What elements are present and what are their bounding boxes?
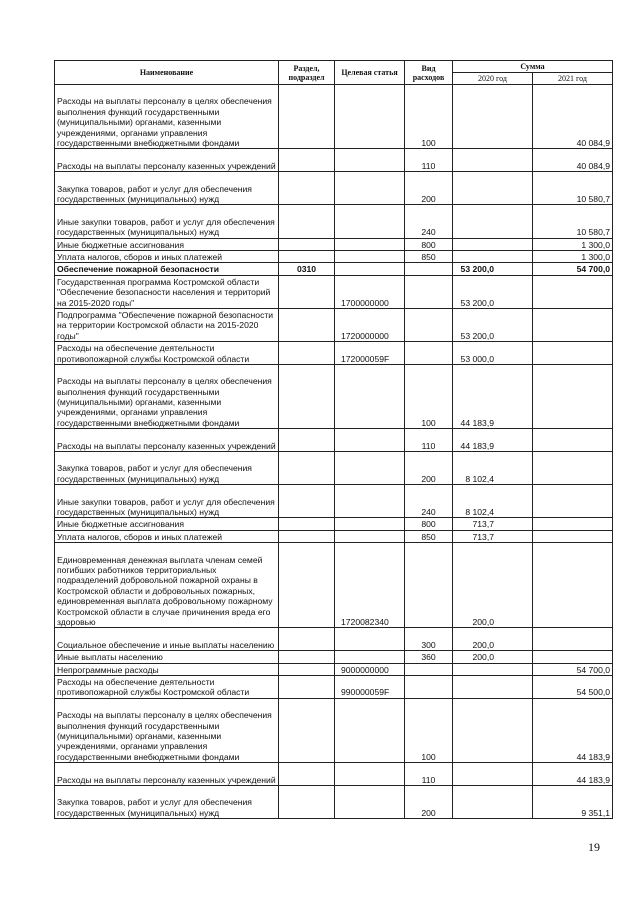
row-article [335,763,405,786]
row-article: 1720000000 [335,308,405,341]
table-row [55,308,613,341]
row-value-2020 [453,149,533,172]
table-row [55,698,613,762]
row-expense-type: 100 [405,364,453,428]
row-value-2021 [533,530,613,542]
row-name: Иные закупки товаров, работ и услуг для обеспечения государственных (муниципальных) нужд [55,205,279,238]
row-name: Иные выплаты населению [55,651,279,663]
table-row [55,452,613,485]
row-value-2020: 53 200,0 [453,275,533,308]
row-article [335,238,405,250]
row-value-2020 [453,763,533,786]
row-name: Расходы на обеспечение деятельности противопожарной службы Костромской области [55,342,279,365]
table-row [55,85,613,149]
row-value-2021: 44 183,9 [533,763,613,786]
row-article [335,628,405,651]
row-article: 990000059F [335,676,405,699]
row-section [279,651,335,663]
table-row [55,429,613,452]
row-name: Государственная программа Костромской области "Обеспечение безопасности населения и территорий на 2015-2020 годы" [55,275,279,308]
table-row [55,205,613,238]
row-value-2021: 54 500,0 [533,676,613,699]
row-value-2020 [453,676,533,699]
row-name: Уплата налогов, сборов и иных платежей [55,530,279,542]
row-name: Расходы на выплаты персоналу в целях обеспечения выполнения функций государственными (муниципальными) органами, казенными учреждениями, органами управления государственными внебюджетными фондами [55,364,279,428]
table-row [55,275,613,308]
row-expense-type: 360 [405,651,453,663]
row-article: 1700000000 [335,275,405,308]
row-expense-type: 200 [405,452,453,485]
row-section [279,364,335,428]
row-section [279,172,335,205]
row-name: Закупка товаров, работ и услуг для обеспечения государственных (муниципальных) нужд [55,786,279,819]
row-expense-type: 240 [405,205,453,238]
table-row [55,238,613,250]
row-value-2020: 713,7 [453,530,533,542]
table-row [55,763,613,786]
row-article [335,205,405,238]
row-article [335,651,405,663]
row-article [335,530,405,542]
row-article: 1720082340 [335,543,405,628]
row-value-2020 [453,85,533,149]
row-expense-type [405,663,453,675]
row-value-2021: 40 084,9 [533,85,613,149]
row-value-2020: 713,7 [453,518,533,530]
row-article: 9000000000 [335,663,405,675]
row-section [279,205,335,238]
header-year-2020: 2020 год [453,73,533,85]
row-value-2021 [533,452,613,485]
row-name: Иные бюджетные ассигнования [55,518,279,530]
row-expense-type: 110 [405,149,453,172]
row-expense-type [405,543,453,628]
row-expense-type: 200 [405,786,453,819]
row-name: Закупка товаров, работ и услуг для обеспечения государственных (муниципальных) нужд [55,172,279,205]
row-section [279,530,335,542]
row-value-2021: 9 351,1 [533,786,613,819]
header-sum: Сумма [453,61,613,73]
table-row [55,651,613,663]
row-value-2020 [453,250,533,262]
row-value-2020: 44 183,9 [453,364,533,428]
row-article [335,263,405,275]
row-section [279,342,335,365]
row-value-2021: 44 183,9 [533,698,613,762]
row-name: Расходы на выплаты персоналу в целях обеспечения выполнения функций государственными (муниципальными) органами, казенными учреждениями, органами управления государственными внебюджетными фондами [55,85,279,149]
row-section [279,543,335,628]
row-value-2021 [533,518,613,530]
table-row [55,543,613,628]
row-section [279,663,335,675]
table-row [55,518,613,530]
row-value-2021 [533,342,613,365]
row-expense-type: 200 [405,172,453,205]
header-expense-type: Вид расходов [405,61,453,85]
row-article [335,452,405,485]
row-value-2021 [533,485,613,518]
table-row [55,149,613,172]
row-name: Уплата налогов, сборов и иных платежей [55,250,279,262]
table-row [55,364,613,428]
row-value-2020: 44 183,9 [453,429,533,452]
row-article [335,485,405,518]
row-expense-type: 110 [405,763,453,786]
budget-table [54,60,613,819]
row-section [279,452,335,485]
row-name: Обеспечение пожарной безопасности [55,263,279,275]
table-body [55,85,613,819]
table-row [55,628,613,651]
row-value-2020: 200,0 [453,651,533,663]
row-expense-type [405,676,453,699]
row-value-2020: 53 000,0 [453,342,533,365]
row-article [335,85,405,149]
row-expense-type [405,342,453,365]
row-name: Подпрограмма "Обеспечение пожарной безопасности на территории Костромской области на 2015-2020 годы" [55,308,279,341]
row-expense-type: 100 [405,85,453,149]
row-article [335,786,405,819]
row-section [279,698,335,762]
row-name: Иные бюджетные ассигнования [55,238,279,250]
row-expense-type: 850 [405,250,453,262]
header-year-2021: 2021 год [533,73,613,85]
row-section [279,485,335,518]
row-value-2020: 8 102,4 [453,485,533,518]
row-section [279,628,335,651]
row-value-2021 [533,628,613,651]
row-section [279,250,335,262]
row-section [279,763,335,786]
row-name: Непрограммные расходы [55,663,279,675]
row-article [335,698,405,762]
table-row [55,663,613,675]
row-value-2020: 200,0 [453,543,533,628]
row-value-2021 [533,543,613,628]
row-value-2021 [533,651,613,663]
row-section: 0310 [279,263,335,275]
row-value-2020: 53 200,0 [453,263,533,275]
row-value-2020 [453,205,533,238]
row-expense-type [405,275,453,308]
row-section [279,786,335,819]
row-article: 172000059F [335,342,405,365]
row-expense-type: 110 [405,429,453,452]
row-value-2020: 8 102,4 [453,452,533,485]
row-article [335,172,405,205]
row-value-2020 [453,786,533,819]
header-name: Наименование [55,61,279,85]
row-article [335,149,405,172]
row-expense-type: 800 [405,518,453,530]
row-value-2021: 54 700,0 [533,263,613,275]
row-section [279,275,335,308]
row-section [279,676,335,699]
row-expense-type [405,308,453,341]
table-row [55,676,613,699]
row-value-2021: 40 084,9 [533,149,613,172]
row-section [279,429,335,452]
row-section [279,308,335,341]
row-value-2020: 200,0 [453,628,533,651]
row-section [279,149,335,172]
row-article [335,250,405,262]
row-name: Расходы на выплаты персоналу казенных учреждений [55,149,279,172]
page-number: 19 [588,840,600,854]
row-section [279,238,335,250]
row-section [279,518,335,530]
row-name: Расходы на выплаты персоналу казенных учреждений [55,763,279,786]
row-value-2021: 10 580,7 [533,205,613,238]
row-expense-type: 100 [405,698,453,762]
row-value-2021: 10 580,7 [533,172,613,205]
row-expense-type: 850 [405,530,453,542]
row-value-2021: 1 300,0 [533,238,613,250]
row-value-2020 [453,698,533,762]
table-row [55,263,613,275]
row-value-2021 [533,308,613,341]
row-expense-type: 240 [405,485,453,518]
row-name: Иные закупки товаров, работ и услуг для обеспечения государственных (муниципальных) нужд [55,485,279,518]
row-expense-type: 800 [405,238,453,250]
row-name: Расходы на выплаты персоналу казенных учреждений [55,429,279,452]
row-article [335,364,405,428]
row-section [279,85,335,149]
row-article [335,429,405,452]
row-value-2021 [533,429,613,452]
table-row [55,485,613,518]
row-article [335,518,405,530]
row-expense-type: 300 [405,628,453,651]
table-row [55,172,613,205]
row-name: Расходы на обеспечение деятельности противопожарной службы Костромской области [55,676,279,699]
row-value-2020 [453,663,533,675]
row-value-2020: 53 200,0 [453,308,533,341]
row-expense-type [405,263,453,275]
table-row [55,250,613,262]
table-row [55,342,613,365]
row-value-2021: 1 300,0 [533,250,613,262]
row-name: Закупка товаров, работ и услуг для обеспечения государственных (муниципальных) нужд [55,452,279,485]
table-row [55,786,613,819]
row-name: Расходы на выплаты персоналу в целях обеспечения выполнения функций государственными (муниципальными) органами, казенными учреждениями, органами управления государственными внебюджетными фондами [55,698,279,762]
header-section: Раздел, подраздел [279,61,335,85]
row-name: Социальное обеспечение и иные выплаты населению [55,628,279,651]
row-value-2021 [533,275,613,308]
table-row [55,530,613,542]
row-name: Единовременная денежная выплата членам семей погибших работников территориальных подразделений добровольной пожарной охраны в Костромской области и добровольных пожарных, единовременная выплата добровольному пожарному Костромской области в случае причинения вреда его здоровью [55,543,279,628]
row-value-2020 [453,238,533,250]
row-value-2021 [533,364,613,428]
header-article: Целевая статья [335,61,405,85]
row-value-2020 [453,172,533,205]
row-value-2021: 54 700,0 [533,663,613,675]
